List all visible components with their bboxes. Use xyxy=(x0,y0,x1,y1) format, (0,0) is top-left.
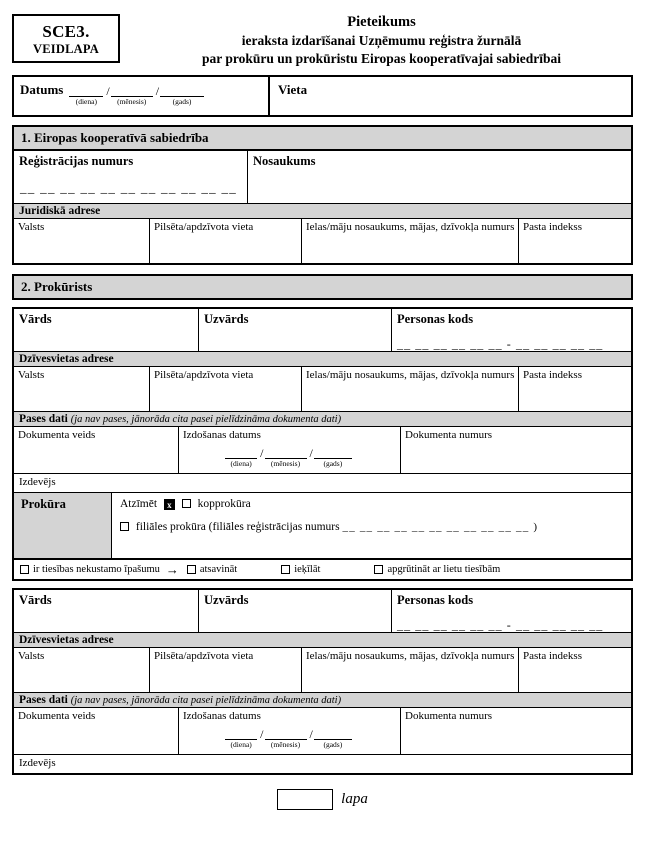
legal-address-street-label: Ielas/māju nosaukums, mājas, dzīvokļa numurs xyxy=(306,221,515,233)
issue-date-month-caption: (mēnesis) xyxy=(270,459,301,468)
title-line-3: par prokūru un prokūristu Eiropas kooperatīvajai sabiedrībai xyxy=(201,51,562,66)
person-name-row xyxy=(14,309,631,351)
person-lastname-field[interactable] xyxy=(199,309,392,351)
date-year-line[interactable] xyxy=(160,83,204,97)
prokurist-block-2 xyxy=(12,588,633,775)
section-2-heading: 2. Prokūrists xyxy=(12,274,633,300)
document-number-label: Dokumenta numurs xyxy=(405,710,493,722)
issue-date-year-line[interactable] xyxy=(314,445,352,459)
issue-date-day[interactable] xyxy=(225,726,257,750)
kopprokura-checkbox[interactable] xyxy=(182,499,191,508)
residence-street[interactable] xyxy=(302,648,519,692)
person-firstname-label: Vārds xyxy=(19,593,52,607)
issue-date-month-caption: (mēnesis) xyxy=(270,740,301,749)
passport-data-bar xyxy=(14,692,631,708)
property-rights-checkbox[interactable] xyxy=(20,565,29,574)
property-rights-row xyxy=(14,558,631,579)
residence-country-label: Valsts xyxy=(18,650,45,662)
residence-postcode-label: Pasta indekss xyxy=(523,369,582,381)
form-code-word: VEIDLAPA xyxy=(33,41,99,56)
person-firstname-field[interactable] xyxy=(14,590,199,632)
date-field-group xyxy=(12,75,270,117)
residence-country[interactable] xyxy=(14,648,150,692)
issue-date-year-caption: (gads) xyxy=(323,740,343,749)
date-label: Datums xyxy=(20,82,64,97)
issue-date-year[interactable] xyxy=(314,726,352,750)
alienate-label: atsavināt xyxy=(199,564,238,575)
document-type-field[interactable] xyxy=(14,708,179,754)
issue-date-input-group[interactable] xyxy=(179,726,400,750)
person-code-dashes[interactable]: __ __ __ __ __ __ - __ __ __ __ __ xyxy=(397,618,604,632)
legal-address-city[interactable] xyxy=(150,219,302,263)
issue-date-field[interactable] xyxy=(179,708,401,754)
issue-date-separator-2: / xyxy=(309,446,313,460)
person-name-row xyxy=(14,590,631,632)
residence-city-label: Pilsēta/apdzīvota vieta xyxy=(154,650,254,662)
prokura-mark-line xyxy=(120,498,631,510)
issue-date-year-caption: (gads) xyxy=(323,459,343,468)
residence-city-label: Pilsēta/apdzīvota vieta xyxy=(154,369,254,381)
society-name-field[interactable] xyxy=(248,151,631,203)
date-day[interactable] xyxy=(69,83,103,107)
society-name-label: Nosaukums xyxy=(253,154,316,168)
residence-address-row xyxy=(14,648,631,692)
residence-city[interactable] xyxy=(150,367,302,411)
residence-postcode[interactable] xyxy=(519,648,631,692)
residence-address-row xyxy=(14,367,631,411)
pledge-label: ieķīlāt xyxy=(294,564,321,575)
person-firstname-label: Vārds xyxy=(19,312,52,326)
title-line-2: ieraksta izdarīšanai Uzņēmumu reģistra žurnālā xyxy=(241,33,522,48)
registration-number-label: Reģistrācijas numurs xyxy=(19,154,134,168)
date-day-line[interactable] xyxy=(69,83,103,97)
title-line-1: Pieteikums xyxy=(347,14,416,30)
issue-date-day[interactable] xyxy=(225,445,257,469)
passport-data-title: Pases dati xyxy=(19,413,68,425)
issue-date-day-caption: (diena) xyxy=(230,740,252,749)
page-number-input[interactable] xyxy=(277,789,333,810)
encumber-checkbox[interactable] xyxy=(374,565,383,574)
date-separator-2: / xyxy=(155,84,160,98)
legal-address-row xyxy=(14,219,631,263)
form-code: SCE3. xyxy=(42,22,90,41)
person-code-label: Personas kods xyxy=(397,312,474,326)
place-field[interactable] xyxy=(270,75,633,117)
issue-date-field[interactable] xyxy=(179,427,401,473)
issue-date-separator-2: / xyxy=(309,727,313,741)
prokurist-block-1 xyxy=(12,307,633,581)
issue-date-separator-1: / xyxy=(260,446,264,460)
residence-address-bar: Dzīvesvietas adrese xyxy=(14,351,631,367)
residence-postcode[interactable] xyxy=(519,367,631,411)
document-number-label: Dokumenta numurs xyxy=(405,429,493,441)
document-header xyxy=(12,14,633,67)
filiales-prokura-label: filiāles prokūra (filiāles reģistrācijas numurs xyxy=(135,521,340,533)
passport-data-note: (ja nav pases, jānorāda cita pasei pielīdzināma dokumenta dati) xyxy=(70,695,342,706)
issue-date-separator-1: / xyxy=(260,727,264,741)
residence-address-bar: Dzīvesvietas adrese xyxy=(14,632,631,648)
society-identity-row xyxy=(14,151,631,203)
filiales-number-dashes[interactable]: __ __ __ __ __ __ __ __ __ __ __ ) xyxy=(342,521,539,533)
legal-address-city-label: Pilsēta/apdzīvota vieta xyxy=(154,221,254,233)
person-code-label: Personas kods xyxy=(397,593,474,607)
person-code-field[interactable] xyxy=(392,309,631,351)
issuer-label: Izdevējs xyxy=(19,476,56,488)
section-1-body xyxy=(12,151,633,265)
filiales-prokura-checkbox[interactable] xyxy=(120,522,129,531)
date-place-row xyxy=(12,75,633,117)
issuer-label: Izdevējs xyxy=(19,757,56,769)
person-lastname-label: Uzvārds xyxy=(204,312,249,326)
filiales-prokura-line xyxy=(120,521,631,533)
registration-number-field[interactable] xyxy=(14,151,248,203)
date-month-caption: (mēnesis) xyxy=(117,97,147,106)
passport-data-title: Pases dati xyxy=(19,694,68,706)
document-number-field[interactable] xyxy=(401,708,631,754)
prokura-row xyxy=(14,492,631,558)
section-2 xyxy=(12,274,633,775)
passport-fields-row xyxy=(14,427,631,473)
legal-address-street[interactable] xyxy=(302,219,519,263)
person-code-dashes[interactable]: __ __ __ __ __ __ - __ __ __ __ __ xyxy=(397,337,604,351)
residence-street-label: Ielas/māju nosaukums, mājas, dzīvokļa numurs xyxy=(306,369,515,381)
passport-fields-row xyxy=(14,708,631,754)
prokura-mark-label: Atzīmēt xyxy=(120,498,158,510)
arrow-right-icon: → xyxy=(165,561,179,577)
issue-date-label: Izdošanas datums xyxy=(183,710,261,722)
legal-address-country[interactable] xyxy=(14,219,150,263)
issue-date-day-line[interactable] xyxy=(225,726,257,740)
issue-date-month-line[interactable] xyxy=(265,726,307,740)
issue-date-year-line[interactable] xyxy=(314,726,352,740)
passport-data-note: (ja nav pases, jānorāda cita pasei pielīdzināma dokumenta dati) xyxy=(70,414,342,425)
residence-postcode-label: Pasta indekss xyxy=(523,650,582,662)
kopprokura-label: kopprokūra xyxy=(197,498,251,510)
residence-country[interactable] xyxy=(14,367,150,411)
residence-city[interactable] xyxy=(150,648,302,692)
prokura-mark-checkbox[interactable]: x xyxy=(164,499,175,510)
page-title xyxy=(120,14,633,67)
place-label: Vieta xyxy=(278,82,308,97)
section-1 xyxy=(12,125,633,265)
page-number-label: lapa xyxy=(341,791,368,807)
alienate-checkbox[interactable] xyxy=(187,565,196,574)
date-day-caption: (diena) xyxy=(75,97,97,106)
person-lastname-field[interactable] xyxy=(199,590,392,632)
legal-address-bar: Juridiskā adrese xyxy=(14,203,631,219)
issuer-field[interactable] xyxy=(14,473,631,492)
date-year[interactable] xyxy=(160,83,204,107)
residence-street-label: Ielas/māju nosaukums, mājas, dzīvokļa numurs xyxy=(306,650,515,662)
issue-date-month[interactable] xyxy=(265,445,307,469)
issue-date-input-group[interactable] xyxy=(179,445,400,469)
issue-date-day-caption: (diena) xyxy=(230,459,252,468)
person-code-field[interactable] xyxy=(392,590,631,632)
prokura-options xyxy=(112,493,631,558)
residence-country-label: Valsts xyxy=(18,369,45,381)
document-number-field[interactable] xyxy=(401,427,631,473)
page-number-footer xyxy=(12,789,633,810)
document-type-label: Dokumenta veids xyxy=(18,429,96,441)
residence-street[interactable] xyxy=(302,367,519,411)
passport-data-bar xyxy=(14,411,631,427)
form-code-badge xyxy=(12,14,120,63)
prokura-label: Prokūra xyxy=(14,493,112,558)
issue-date-year[interactable] xyxy=(314,445,352,469)
legal-address-postcode[interactable] xyxy=(519,219,631,263)
person-firstname-field[interactable] xyxy=(14,309,199,351)
person-lastname-label: Uzvārds xyxy=(204,593,249,607)
registration-number-dashes[interactable]: __ __ __ __ __ __ __ __ __ __ __ xyxy=(20,180,238,195)
encumber-label: apgrūtināt ar lietu tiesībām xyxy=(387,564,501,575)
legal-address-postcode-label: Pasta indekss xyxy=(523,221,582,233)
document-type-field[interactable] xyxy=(14,427,179,473)
section-1-heading: 1. Eiropas kooperatīvā sabiedrība xyxy=(12,125,633,151)
date-year-caption: (gads) xyxy=(172,97,192,106)
pledge-checkbox[interactable] xyxy=(281,565,290,574)
issuer-field[interactable] xyxy=(14,754,631,773)
property-rights-label: ir tiesības nekustamo īpašumu xyxy=(33,564,160,575)
legal-address-country-label: Valsts xyxy=(18,221,45,233)
issue-date-label: Izdošanas datums xyxy=(183,429,261,441)
date-input-group[interactable] xyxy=(69,83,206,107)
date-month-line[interactable] xyxy=(111,83,153,97)
issue-date-day-line[interactable] xyxy=(225,445,257,459)
issue-date-month-line[interactable] xyxy=(265,445,307,459)
date-separator-1: / xyxy=(106,84,110,98)
document-type-label: Dokumenta veids xyxy=(18,710,96,722)
date-month[interactable] xyxy=(111,83,153,107)
issue-date-month[interactable] xyxy=(265,726,307,750)
